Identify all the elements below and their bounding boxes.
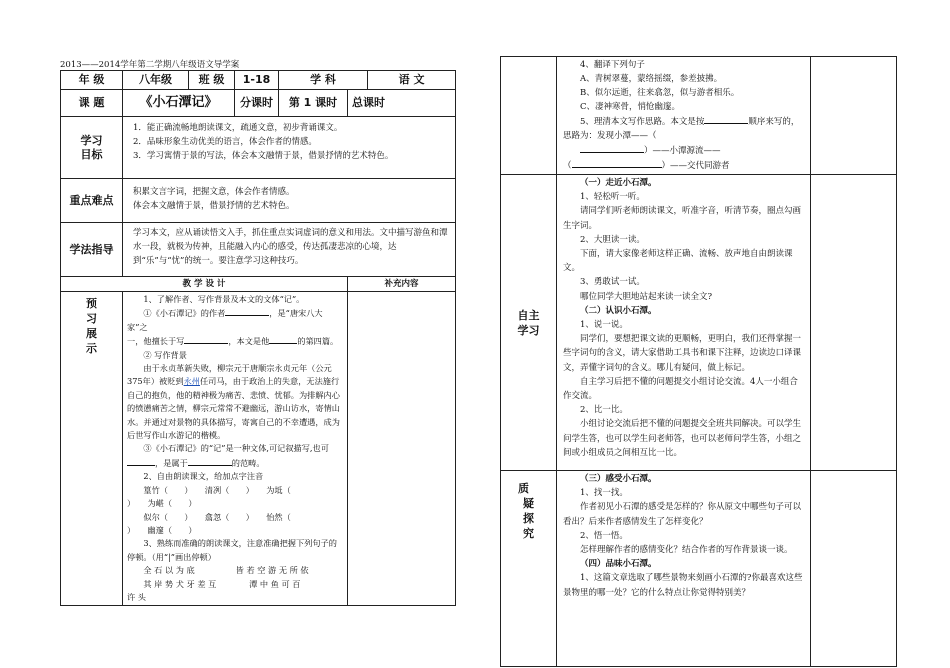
key-point-item: 积累文言字词，把握文意，体会作者情感。: [133, 187, 295, 197]
goals-label-line1: 学习: [80, 133, 103, 147]
pause-sentence-row: 其 岸 势 犬 牙 差 互 潭 中 鱼 可 百: [143, 578, 301, 589]
inquiry-label-char: 究: [523, 527, 534, 540]
continuation-label-cell: [501, 57, 557, 175]
goal-item: 3．学习寓情于景的写法，体会本文融情于景，借景抒情的艺术特色。: [133, 151, 394, 161]
self-study-line: 2、比一比。: [580, 405, 628, 416]
time-label: 分课时: [235, 90, 279, 117]
right-top-line: C、凄神寒骨，悄怆幽邃。: [580, 102, 681, 112]
preview-background: 由于永贞革新失败，柳宗元于唐顺宗永贞元年（公元375年）被贬到永州任司马，由于政治上的失意，无法施行自己的抱负，他的精神极为痛苦、悲愤、忧郁。为排解内心的愤懑痛苦之情，柳宗元常常不避幽远，游山访水，寄情山水。并通过对景物的具体描写，寄寓自己的不幸遭遇，成为后世写作山水游记的楷模。: [127, 363, 340, 441]
key-point-item: 体会本文融情于景，借景抒情的艺术特色。: [133, 201, 295, 211]
self-study-line: 3、勇敢试一试。: [580, 277, 645, 288]
inquiry-content: [557, 471, 811, 667]
inquiry-label-char: 探: [523, 512, 534, 525]
preview-line: 一，他擅长于写 ，本文是他 的第四篇。: [127, 336, 339, 347]
self-study-label: [501, 175, 557, 471]
preview-label-char: 展: [86, 327, 97, 340]
preview-label: [61, 292, 123, 606]
yongzhou-link[interactable]: 永州: [183, 376, 200, 387]
preview-line: ③《小石潭记》的“记”是一种文体,可记叙描写,也可: [143, 443, 329, 454]
self-study-line: 哪位同学大胆地站起来读一读全文?: [580, 291, 713, 302]
topic-value: 《小石潭记》: [123, 90, 235, 117]
right-top-line: A、青树翠蔓，蒙络摇缀，参差披拂。: [580, 74, 723, 84]
preview-line: ② 写作背景: [143, 349, 187, 360]
design-header: 教 学 设 计: [61, 277, 348, 292]
class-value: 1-18: [235, 71, 279, 90]
preview-line: 3、熟练而准确的朗读课文，注意准确把握下列句子的停顿。（用“|”画出停顿）: [127, 538, 337, 562]
pinyin-row: 篁竹（ ） 清冽（ ） 为坻（: [143, 484, 291, 495]
goals-label-line2: 目标: [80, 147, 103, 161]
right-top-line: ）——小潭源流——: [563, 143, 804, 158]
method-content: [123, 223, 456, 277]
pause-sentence-row: 许 头: [127, 591, 146, 602]
supplement-cell: [811, 57, 897, 175]
method-label: 学法指导: [61, 223, 123, 277]
pause-sentence-row: 全 石 以 为 底 皆 若 空 游 无 所 依: [143, 565, 309, 576]
preview-content: [123, 292, 348, 606]
total-label: 总课时: [348, 90, 456, 117]
subject-value: 语 文: [368, 71, 456, 90]
inquiry-line: 怎样理解作者的感情变化？结合作者的写作背景谈一谈。: [580, 545, 793, 556]
inquiry-label-char: 质: [518, 482, 529, 495]
pinyin-row: ） 为嵁（ ）: [127, 498, 197, 509]
preview-label-char: 预: [86, 297, 97, 310]
supplement-header: 补充内容: [348, 277, 456, 292]
right-top-line: B、似尔远逝，往来翕忽，似与游者相乐。: [580, 88, 740, 98]
preview-line: ，是属于 的范畴。: [127, 456, 343, 470]
section-heading: （一）走近小石潭。: [580, 178, 657, 188]
self-study-line: 同学们，要想把课文读的更顺畅，更明白，我们还得掌握一些字词句的含义，请大家借助工具书和课下注释，边读边口译课文，弄懂字词句的含义。哪儿有疑问，做上标记。: [563, 334, 802, 373]
self-study-line: 请同学们听老师朗读课文，听准字音，听清节奏，圈点勾画生字词。: [563, 206, 802, 231]
translation-content: [557, 57, 811, 175]
preview-label-char: 示: [86, 342, 97, 355]
preview-line: 2、自由朗读课文，给加点字注音: [143, 471, 264, 482]
preview-line: 1、了解作者、写作背景及本文的文体“记”。: [143, 294, 305, 304]
section-heading: （二）认识小石潭。: [580, 305, 657, 316]
topic-label: 课 题: [61, 90, 123, 117]
right-top-line: 4、翻译下列句子: [580, 60, 645, 70]
self-study-content: [557, 175, 811, 471]
key-points-content: [123, 179, 456, 223]
right-top-line: （ ）——交代同游者: [563, 158, 804, 173]
self-study-line: 小组讨论交流后把不懂的问题提交全班共同解决。可以学生问学生答，也可以学生问老师答，也可以老师问学生答，小组之间或小组成员之间相互比一比。: [563, 419, 802, 458]
self-study-label-line1: 自主: [517, 308, 540, 322]
grade-label: 年 级: [61, 71, 123, 90]
time-value: 第 1 课时: [279, 90, 348, 117]
supplement-cell: [348, 292, 456, 606]
supplement-cell: [811, 471, 897, 667]
pinyin-row: 似尔（ ） 翕忽（ ） 怡然（: [143, 511, 291, 522]
method-text: 学习本文，应从诵读悟文入手，抓住重点实词虚词的意义和用法。文中描写游鱼和潭水一段，就极为传神，且能融入内心的感受，传达孤凄悲凉的心境，达到“乐”与“忧”的统一。要注意学习这种技巧。: [133, 228, 448, 266]
preview-line: ①《小石潭记》的作者 ，是“唐宋八大家”之: [127, 308, 323, 332]
goal-item: 2．品味形象生动优美的语言，体会作者的情感。: [133, 137, 317, 147]
supplement-cell: [811, 175, 897, 471]
class-label: 班 级: [189, 71, 235, 90]
section-heading: （三）感受小石潭。: [580, 474, 657, 484]
preview-label-char: 习: [86, 312, 97, 325]
inquiry-label: [501, 471, 557, 667]
left-page-table: [60, 70, 456, 606]
goal-item: 1．能正确流畅地朗读课文，疏通文意，初步背诵课文。: [133, 123, 343, 133]
inquiry-line: 2、悟一悟。: [580, 530, 628, 541]
self-study-line: 2、大胆读一读。: [580, 234, 645, 245]
right-page-table: [500, 56, 897, 667]
right-top-line: 5、理清本文写作思路。本文是按 顺序来写的，思路为：发现小潭——（: [563, 114, 804, 143]
section-heading: （四）品味小石潭。: [580, 559, 657, 570]
document-header: 2013——2014学年第二学期八年级语文导学案: [60, 60, 240, 70]
self-study-line: 自主学习后把不懂的问题提交小组讨论交流。4人一小组合作交流。: [563, 376, 798, 402]
grade-value: 八年级: [123, 71, 189, 90]
pinyin-row: ） 幽邃（ ）: [127, 524, 197, 535]
goals-content: [123, 117, 456, 179]
self-study-line: 下面，请大家像老师这样正确、流畅、放声地自由朗读课文。: [563, 249, 793, 274]
inquiry-line: 作者初见小石潭的感受是怎样的？你从原文中哪些句子可以看出？后来作者感情发生了怎样变化？: [563, 502, 802, 527]
inquiry-line: 1、这篇文章选取了哪些景物来刻画小石潭的?你最喜欢这些景物里的哪一处？它的什么特点让你觉得特别美？: [563, 573, 803, 598]
inquiry-label-char: 疑: [523, 497, 534, 510]
self-study-line: 1、轻松听一听。: [580, 192, 645, 203]
subject-label: 学 科: [279, 71, 368, 90]
inquiry-line: 1、找一找。: [580, 488, 628, 499]
self-study-label-line2: 学习: [517, 323, 540, 337]
self-study-line: 1、说一说。: [580, 320, 628, 331]
goals-label: [61, 117, 123, 179]
key-points-label: 重点难点: [61, 179, 123, 223]
